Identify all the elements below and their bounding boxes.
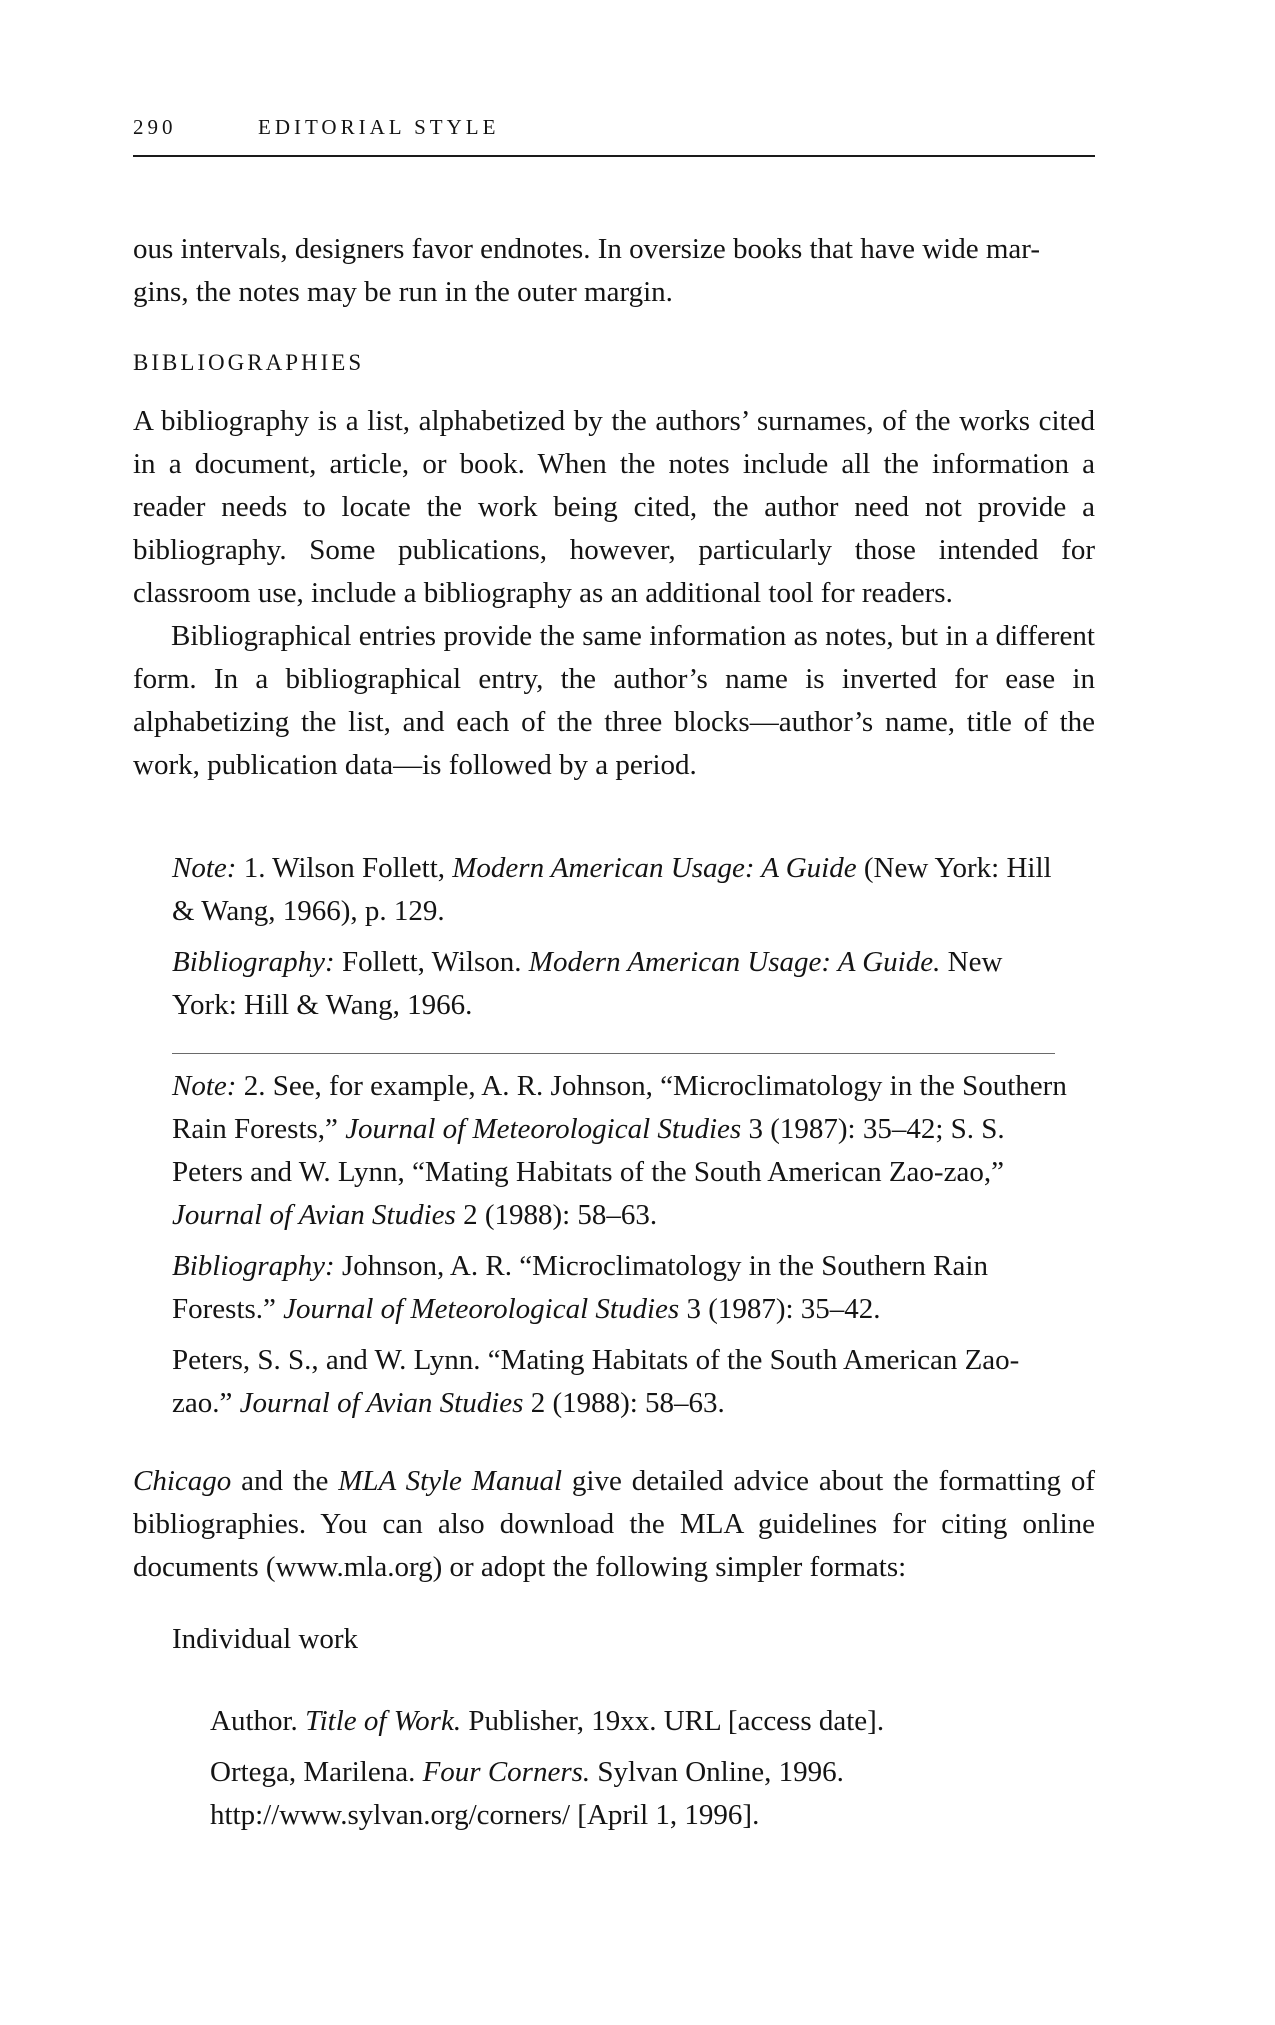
intro-continuation xyxy=(133,228,1095,314)
running-title: EDITORIAL STYLE xyxy=(258,115,500,139)
example-follett xyxy=(172,847,1072,1027)
format-examples xyxy=(210,1700,1070,1837)
bibliography-entry-2: Peters, S. S., and W. Lynn. “Mating Habitats of the South American Zao-zao.” Journal of Avian Studies 2 (1988): 58–63. xyxy=(172,1344,1020,1419)
running-head xyxy=(133,113,1095,141)
header-rule xyxy=(133,155,1095,157)
section-heading: BIBLIOGRAPHIES xyxy=(133,350,365,375)
example-johnson-peters xyxy=(172,1065,1072,1425)
bibliography-entry: Bibliography: Follett, Wilson. Modern American Usage: A Guide. New York: Hill & Wang, 1966. xyxy=(172,946,1003,1021)
paragraph-bibliography-definition: A bibliography is a list, alphabetized by the authors’ surnames, of the works cited in a document, article, or book. When the notes include all the information a reader needs to locate the work being cited, the author need not provide a bibliography. Some publications, however, particularly those intended for classroom use, include a bibliography as an additional tool for readers. xyxy=(133,405,1095,609)
format-template: Author. Title of Work. Publisher, 19xx. URL [access date]. xyxy=(210,1705,885,1737)
note-entry: Note: 1. Wilson Follett, Modern American Usage: A Guide (New York: Hill & Wang, 1966), p. 129. xyxy=(172,852,1052,927)
individual-work-label: Individual work xyxy=(172,1623,359,1655)
paragraph-formats: Chicago and the MLA Style Manual give detailed advice about the formatting of bibliographies. You can also download the MLA guidelines for citing online documents (www.mla.org) or adopt the following simpler formats: xyxy=(133,1465,1095,1583)
page-number: 290 xyxy=(133,115,177,139)
format-example-url: http://www.sylvan.org/corners/ [April 1, 1996]. xyxy=(210,1799,760,1831)
intro-line-1: ous intervals, designers favor endnotes. In oversize books that have wide mar- xyxy=(133,233,1041,265)
note-entry: Note: 2. See, for example, A. R. Johnson, “Microclimatology in the Southern Rain Forests,” Journal of Meteorological Studies 3 (1987): 35–42; S. S. Peters and W. Lynn, “Mating Habitats of the South American Zao-zao,” Journal of Avian Studies 2 (1988): 58–63. xyxy=(172,1070,1067,1231)
intro-line-2: gins, the notes may be run in the outer margin. xyxy=(133,276,673,308)
example-divider xyxy=(172,1053,1055,1054)
paragraph-entries: Bibliographical entries provide the same information as notes, but in a different form. In a bibliographical entry, the author’s name is inverted for ease in alphabetizing the list, and each of the three blocks—author’s name, title of the work, publication data—is followed by a period. xyxy=(133,620,1095,781)
bibliography-entry: Bibliography: Johnson, A. R. “Microclimatology in the Southern Rain Forests.” Journal of Meteorological Studies 3 (1987): 35–42. xyxy=(172,1250,988,1325)
format-example: Ortega, Marilena. Four Corners. Sylvan Online, 1996. http://www.sylvan.org/corners/ [April 1, 1996]. xyxy=(210,1756,844,1831)
body-text xyxy=(133,400,1095,787)
